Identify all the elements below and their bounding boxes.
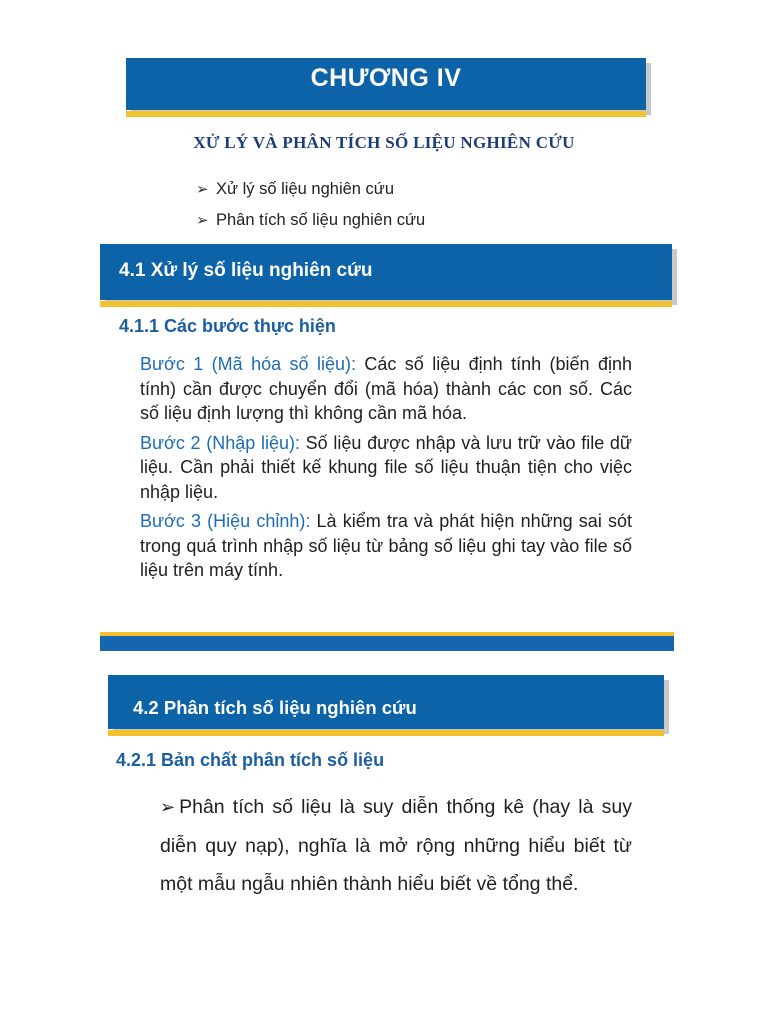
chapter-banner bbox=[126, 58, 646, 110]
overview-item-label: Xử lý số liệu nghiên cứu bbox=[216, 180, 395, 198]
arrow-bullet-icon: ➢ bbox=[160, 797, 176, 817]
step-paragraph bbox=[140, 352, 632, 426]
arrow-bullet-icon: ➢ bbox=[196, 181, 209, 198]
arrow-bullet-icon: ➢ bbox=[196, 212, 209, 229]
step-paragraph bbox=[140, 509, 632, 583]
overview-item bbox=[196, 205, 425, 236]
definition-paragraph bbox=[160, 788, 632, 904]
step-label: Bước 1 (Mã hóa số liệu): bbox=[140, 354, 356, 374]
section-2-title: 4.2 Phân tích số liệu nghiên cứu bbox=[133, 697, 417, 718]
section-1-banner bbox=[100, 244, 672, 300]
step-text: Là kiểm tra và phát hiện những sai sót trong quá trình nhập số liệu từ bảng số liệu ghi tay vào file số liệu trên máy tính. bbox=[140, 511, 632, 580]
subsection-4-2-1-title: 4.2.1 Bản chất phân tích số liệu bbox=[116, 750, 385, 770]
overview-item-label: Phân tích số liệu nghiên cứu bbox=[216, 211, 426, 229]
section-1-title: 4.1 Xử lý số liệu nghiên cứu bbox=[119, 260, 373, 281]
step-paragraph bbox=[140, 431, 632, 505]
section-divider bbox=[100, 636, 674, 651]
step-label: Bước 2 (Nhập liệu): bbox=[140, 432, 300, 453]
chapter-overview-list bbox=[196, 174, 425, 236]
chapter-title: CHƯƠNG IV bbox=[310, 64, 462, 92]
step-text: Các số liệu định tính (biến định tính) cần được chuyển đổi (mã hóa) thành các con số. Các số liệu định lượng thì không cần mã hóa. bbox=[140, 354, 632, 423]
overview-item bbox=[196, 174, 425, 205]
section-2-banner bbox=[108, 675, 664, 729]
steps-list bbox=[140, 352, 632, 588]
subsection-4-1-1-title: 4.1.1 Các bước thực hiện bbox=[119, 316, 336, 336]
step-text: Số liệu được nhập và lưu trữ vào file dữ liệu. Cần phải thiết kế khung file số liệu thuận tiện cho việc nhập liệu. bbox=[140, 432, 632, 502]
chapter-subtitle: XỬ LÝ VÀ PHÂN TÍCH SỐ LIỆU NGHIÊN CỨU bbox=[193, 133, 575, 152]
step-label: Bước 3 (Hiệu chỉnh): bbox=[140, 511, 311, 531]
definition-text: Phân tích số liệu là suy diễn thống kê (hay là suy diễn quy nạp), nghĩa là mở rộng những hiểu biết từ một mẫu ngẫu nhiên thành hiểu biết về tổng thể. bbox=[160, 796, 632, 895]
